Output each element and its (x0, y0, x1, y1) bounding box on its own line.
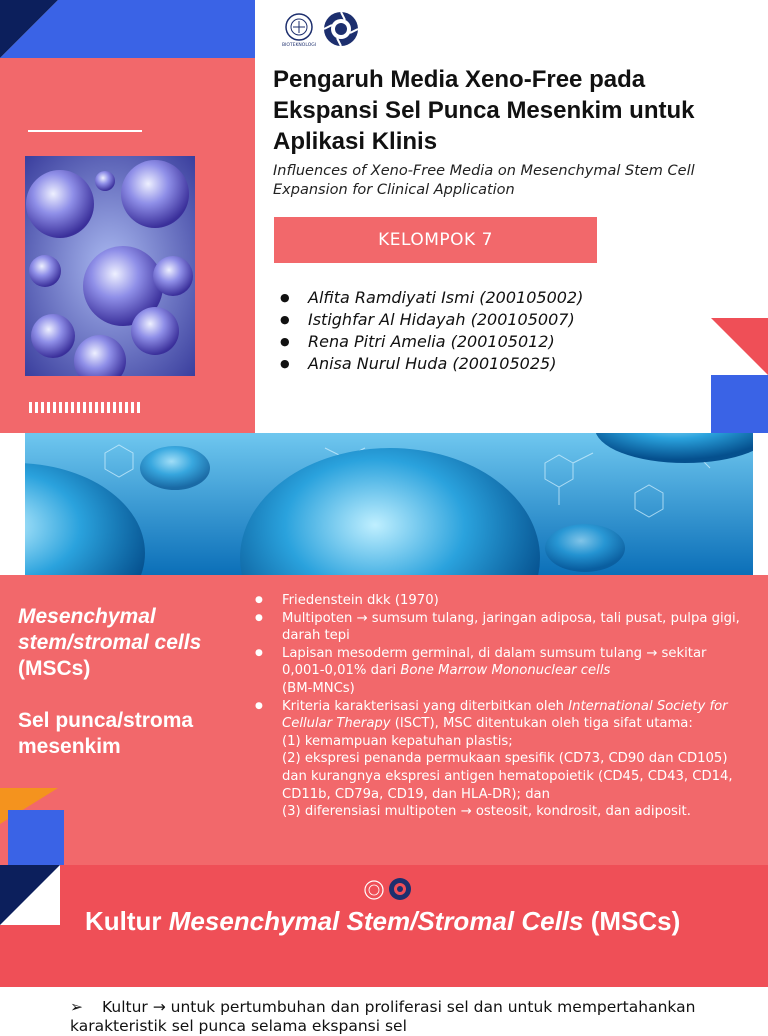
decor-navy-triangle (0, 0, 58, 58)
biotech-logo-small (388, 877, 412, 901)
list-item: ● Anisa Nurul Huda (200105025) (280, 353, 583, 375)
member-list (280, 287, 583, 375)
point-text-italic: International Society for Cellular Therapy (282, 698, 728, 732)
msc-heading-italic: Mesenchymal stem/stromal cells (18, 605, 202, 654)
stem-cell-image (25, 156, 195, 376)
logo-caption: BIOTEKNOLOGI (281, 43, 317, 48)
point-text: Kriteria karakterisasi yang diterbitkan oleh (282, 698, 569, 714)
biotech-logo (322, 10, 360, 48)
kultur-banner-left (0, 925, 60, 987)
point-text: (1) kemampuan kepatuhan plastis; (282, 733, 513, 749)
decor-blue-square (711, 375, 768, 433)
list-item: ● Multipoten → sumsum tulang, jaringan adiposa, tali pusat, pulpa gigi, darah tepi (255, 610, 745, 645)
decor-red-triangle (711, 318, 768, 375)
point-text: (2) ekspresi penanda permukaan spesifik (CD73, CD90 dan CD105) dan kurangnya ekspresi antigen hematopoietik (CD45, CD43, CD14, CD11b, CD79a, CD19, dan HLA-DR); dan (282, 751, 733, 802)
msc-heading-indonesian: Sel punca/stroma mesenkim (18, 709, 194, 758)
group-label-button[interactable]: KELOMPOK 7 (274, 217, 597, 263)
kultur-title (85, 906, 755, 937)
kultur-title-text: Kultur (85, 906, 169, 936)
list-item: ● Alfita Ramdiyati Ismi (200105002) (280, 287, 583, 309)
msc-heading-abbr: (MSCs) (18, 657, 91, 680)
list-item: ● Rena Pitri Amelia (200105012) (280, 331, 583, 353)
list-item: ● Friedenstein dkk (1970) (255, 592, 745, 610)
list-item (255, 698, 745, 821)
decor-barcode (29, 402, 143, 413)
decor-navy-triangle (0, 865, 60, 925)
arrow-bullet-icon: ➢ (70, 998, 83, 1016)
point-text: (3) diferensiasi multipoten → osteosit, kondrosit, dan adiposit. (282, 804, 691, 820)
university-logo-small (363, 879, 385, 901)
point-text: Lapisan mesoderm germinal, di dalam sumsum tulang → sekitar 0,001-0,01% dari (282, 645, 707, 679)
msc-heading (18, 604, 243, 682)
page-title: Pengaruh Media Xeno-Free pada Ekspansi Sel Punca Mesenkim untuk Aplikasi Klinis (273, 66, 695, 155)
decor-line (28, 130, 142, 132)
kultur-title-abbr: (MSCs) (583, 906, 681, 936)
kultur-title-italic: Mesenchymal Stem/Stromal Cells (168, 906, 584, 936)
list-item: ● Istighfar Al Hidayah (200105007) (280, 309, 583, 331)
kultur-description (70, 998, 750, 1036)
decor-blue-square (8, 810, 64, 865)
kultur-text: Kultur → untuk pertumbuhan dan proliferasi sel dan untuk mempertahankan karakteristik sel punca selama ekspansi sel (70, 998, 696, 1035)
msc-points (255, 592, 745, 821)
cell-banner-image (25, 433, 753, 575)
page-subtitle: Influences of Xeno-Free Media on Mesenchymal Stem Cell Expansion for Clinical Application (273, 163, 695, 198)
decor-blue-band (58, 0, 255, 58)
point-text-italic: Bone Marrow Mononuclear cells (400, 663, 611, 679)
point-text: (ISCT), MSC ditentukan oleh tiga sifat utama: (390, 716, 693, 732)
university-logo (281, 12, 317, 48)
list-item (255, 645, 745, 698)
point-text: (BM-MNCs) (282, 680, 355, 696)
